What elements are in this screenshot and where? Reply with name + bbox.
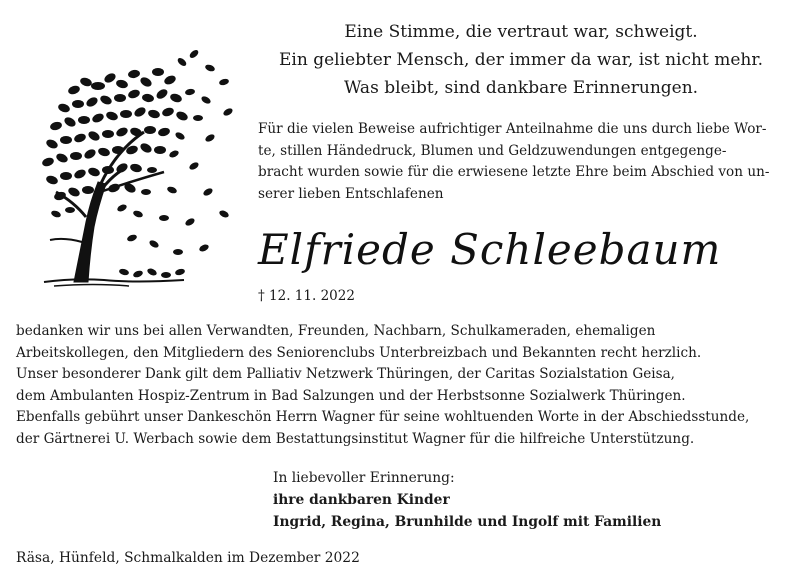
body-line: Arbeitskollegen, den Mitgliedern des Seniorenclubs Unterbreizbach und Bekannten recht herzlich.	[16, 344, 702, 361]
signature-names: Ingrid, Regina, Brunhilde und Ingolf mit Familien	[273, 514, 662, 530]
thanks-intro-paragraph	[258, 119, 788, 205]
signature-relation: ihre dankbaren Kinder	[273, 492, 450, 508]
deceased-name: Elfriede Schleebaum	[258, 225, 722, 274]
intro-line: bracht wurden sowie für die erwiesene letzte Ehre beim Abschied von un-	[258, 164, 770, 180]
verse-line: Eine Stimme, die vertraut war, schweigt.	[344, 22, 698, 42]
body-line: der Gärtnerei U. Werbach sowie dem Bestattungsinstitut Wagner für die hilfreiche Unterstützung.	[16, 430, 695, 447]
verse-line: Ein geliebter Mensch, der immer da war, ist nicht mehr.	[279, 50, 763, 70]
signature-block	[273, 467, 661, 533]
windblown-tree-icon	[34, 42, 240, 294]
body-line: bedanken wir uns bei allen Verwandten, Freunden, Nachbarn, Schulkameraden, ehemaligen	[16, 323, 656, 339]
intro-line: Für die vielen Beweise aufrichtiger Anteilnahme die uns durch liebe Wor-	[258, 121, 767, 137]
death-date: † 12. 11. 2022	[258, 288, 355, 304]
memorial-verse	[248, 18, 794, 102]
body-line: Unser besonderer Dank gilt dem Palliativ Netzwerk Thüringen, der Caritas Sozialstation Geisa,	[16, 366, 676, 382]
signature-greeting: In liebevoller Erinnerung:	[273, 470, 455, 486]
body-line: Ebenfalls gebührt unser Dankeschön Herrn Wagner für seine wohltuenden Worte in der Abschiedsstunde,	[16, 409, 750, 425]
intro-line: serer lieben Entschlafenen	[258, 185, 444, 202]
verse-line: Was bleibt, sind dankbare Erinnerungen.	[343, 78, 699, 98]
body-line: dem Ambulanten Hospiz-Zentrum in Bad Salzungen und der Herbstsonne Sozialwerk Thüringen.	[16, 387, 686, 404]
intro-line: te, stillen Händedruck, Blumen und Geldzuwendungen entgegenge-	[258, 142, 727, 159]
thanks-body-paragraph	[16, 321, 792, 450]
place-and-date: Räsa, Hünfeld, Schmalkalden im Dezember 2022	[16, 550, 360, 566]
